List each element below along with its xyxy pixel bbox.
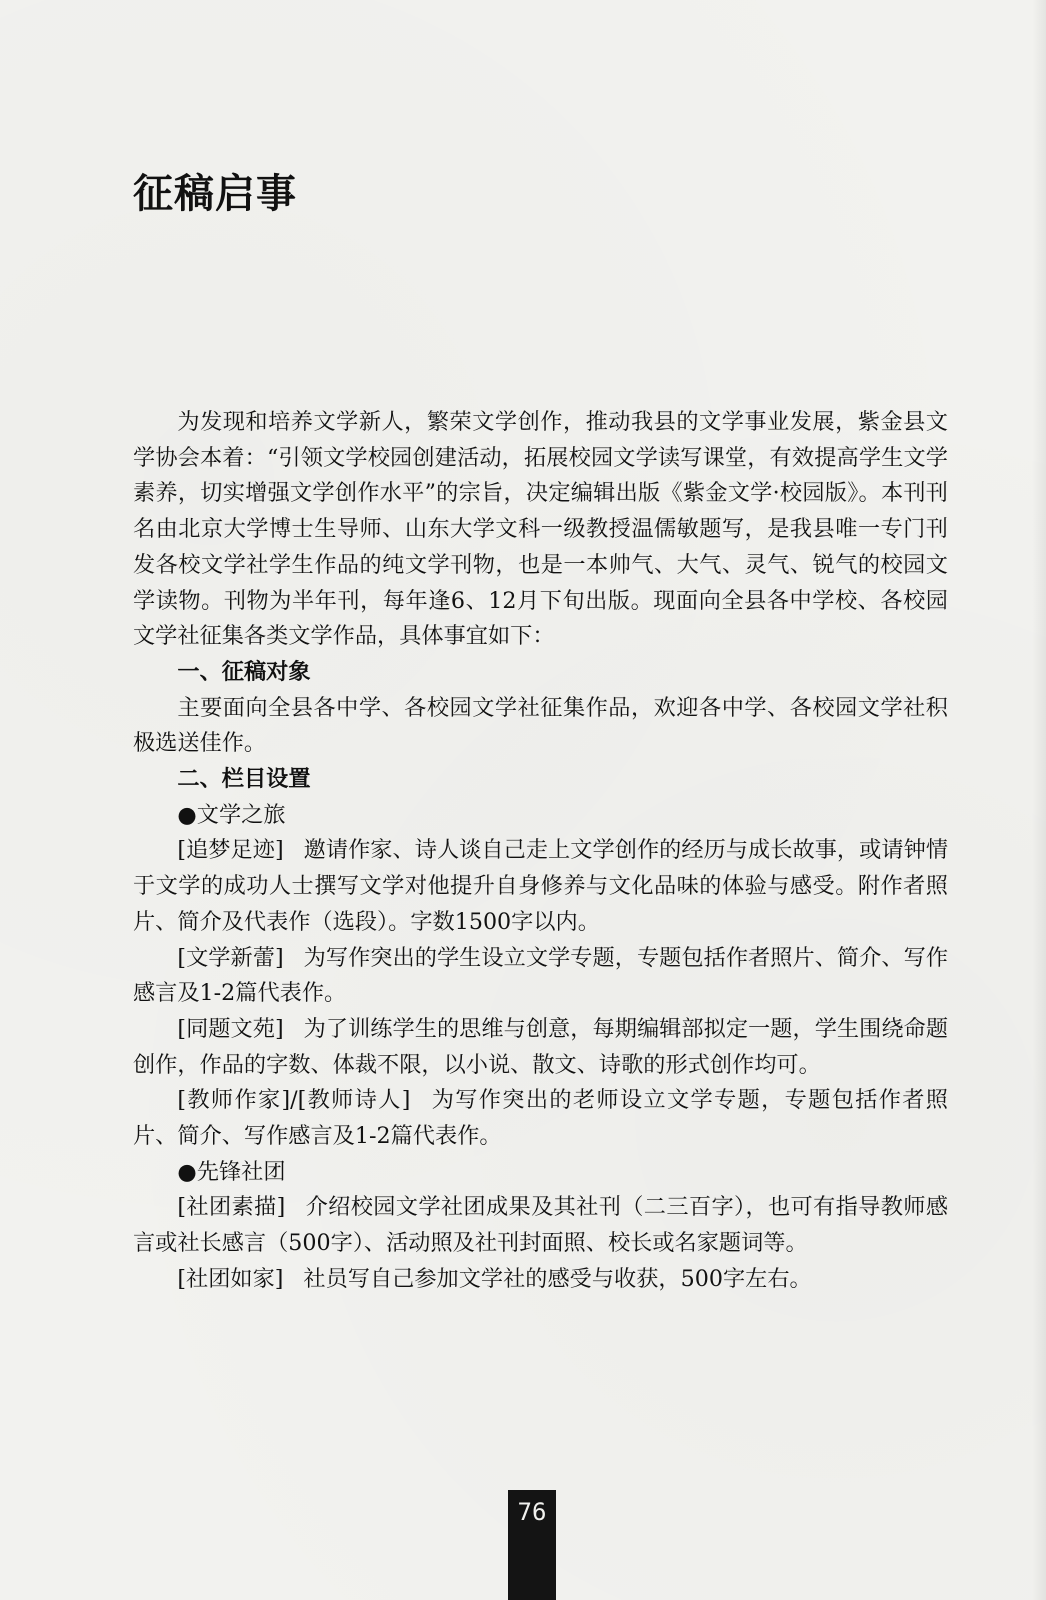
column-name: [社团素描] bbox=[177, 1194, 286, 1221]
column-name: [同题文苑] bbox=[177, 1015, 284, 1042]
page-edge-shadow bbox=[1032, 0, 1046, 1600]
section-heading-recipients: 一、征稿对象 bbox=[177, 658, 311, 685]
column-description: 介绍校园文学社团成果及其社刊（二三百字），也可有指导教师感言或社长感言（500字）、活动照及社刊封面照、校长或名家题词等。 bbox=[133, 1194, 949, 1257]
column-item bbox=[133, 833, 948, 940]
column-name: [追梦足迹] bbox=[177, 837, 284, 864]
column-item bbox=[133, 1190, 948, 1261]
column-description: 邀请作家、诗人谈自己走上文学创作的经历与成长故事，或请钟情于文学的成功人士撰写文学对他提升自身修养与文化品味的体验与感受。附作者照片、简介及代表作（选段）。字数1500字以内。 bbox=[133, 837, 949, 935]
column-description: 为写作突出的老师设立文学专题，专题包括作者照片、简介、写作感言及1-2篇代表作。 bbox=[133, 1087, 948, 1150]
page-title: 征稿启事 bbox=[133, 171, 297, 217]
column-description: 为写作突出的学生设立文学专题，专题包括作者照片、简介、写作感言及1-2篇代表作。 bbox=[133, 944, 949, 1007]
column-item bbox=[133, 1262, 948, 1298]
column-item bbox=[133, 1083, 948, 1154]
column-item bbox=[133, 941, 948, 1012]
page-number: 76 bbox=[508, 1490, 556, 1600]
column-group-literary-journey: ●文学之旅 bbox=[177, 801, 286, 828]
column-description: 为了训练学生的思维与创意，每期编辑部拟定一题，学生围绕命题创作，作品的字数、体裁不限，以小说、散文、诗歌的形式创作均可。 bbox=[133, 1015, 949, 1078]
article-body bbox=[133, 405, 948, 1298]
section-heading-columns: 二、栏目设置 bbox=[177, 766, 311, 793]
recipients-paragraph: 主要面向全县各中学、各校园文学社征集作品，欢迎各中学、各校园文学社积极选送佳作。 bbox=[133, 694, 948, 757]
column-group-pioneer-clubs: ●先锋社团 bbox=[177, 1158, 286, 1185]
column-name: [教师作家]/[教师诗人] bbox=[177, 1087, 411, 1114]
intro-paragraph: 为发现和培养文学新人，繁荣文学创作，推动我县的文学事业发展，紫金县文学协会本着：“引领文学校园创建活动，拓展校园文学读写课堂，有效提高学生文学素养，切实增强文学创作水平”的宗旨，决定编辑出版《紫金文学·校园版》。本刊刊名由北京大学博士生导师、山东大学文科一级教授温儒敏题写，是我县唯一专门刊发各校文学社学生作品的纯文学刊物，也是一本帅气、大气、灵气、锐气的校园文学读物。刊物为半年刊，每年逢6、12月下旬出版。现面向全县各中学校、各校园文学社征集各类文学作品，具体事宜如下： bbox=[133, 409, 948, 650]
column-item bbox=[133, 1012, 948, 1083]
column-name: [文学新蕾] bbox=[177, 944, 284, 971]
column-description: 社员写自己参加文学社的感受与收获，500字左右。 bbox=[303, 1265, 812, 1292]
column-name: [社团如家] bbox=[177, 1265, 284, 1292]
